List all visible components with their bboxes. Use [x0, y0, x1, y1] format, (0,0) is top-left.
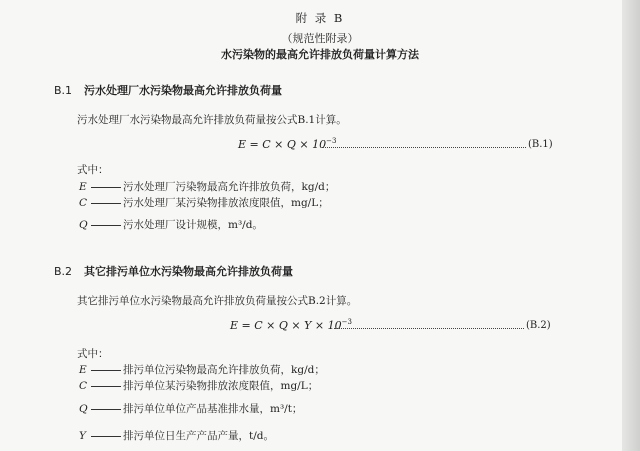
section-b1-title: 污水处理厂水污染物最高允许排放负荷量: [84, 84, 282, 97]
symbol-e: E: [79, 364, 87, 376]
page-edge-shadow: [622, 0, 640, 451]
equation-number-b2: (B.2): [526, 320, 551, 331]
definition-text: 排污单位单位产品基准排水量，m³/t；: [123, 403, 303, 415]
formula-b2: [230, 318, 352, 332]
definition-b2-e: [79, 362, 325, 377]
symbol-c: C: [79, 197, 88, 209]
appendix-title: 附 录 B: [295, 11, 345, 25]
definition-text: 排污单位污染物最高允许排放负荷，kg/d；: [123, 364, 325, 376]
definition-text: 污水处理厂设计规模，m³/d。: [123, 219, 263, 231]
em-dash: [91, 370, 121, 371]
definition-b1-e: [79, 179, 335, 194]
section-b1-number: B.1: [54, 84, 73, 97]
formula-b2-leader-dots: [334, 327, 524, 329]
definition-b1-q: [79, 217, 263, 232]
definition-b2-y: [79, 428, 274, 443]
formula-b2-exponent: −3: [341, 318, 352, 326]
symbol-q: Q: [79, 219, 88, 231]
symbol-y: Y: [79, 430, 86, 442]
definition-b1-c: [79, 195, 329, 210]
em-dash: [91, 225, 121, 226]
symbol-q: Q: [79, 403, 88, 415]
em-dash: [91, 203, 121, 204]
definition-b2-c: [79, 378, 318, 393]
em-dash: [91, 436, 121, 437]
em-dash: [91, 187, 121, 188]
em-dash: [91, 386, 121, 387]
symbol-c: C: [79, 380, 88, 392]
definition-b2-q: [79, 401, 302, 416]
em-dash: [91, 409, 121, 410]
formula-b1-expression: E = C × Q × 10: [238, 138, 327, 151]
formula-b1-exponent: −3: [326, 137, 337, 145]
section-b2-where: 式中：: [77, 348, 109, 360]
appendix-heading: 水污染物的最高允许排放负荷量计算方法: [221, 48, 419, 61]
section-b1-where: 式中：: [77, 164, 109, 176]
section-b1-heading: [54, 82, 282, 98]
definition-text: 污水处理厂某污染物排放浓度限值，mg/L；: [123, 197, 329, 209]
formula-b1: [238, 137, 336, 151]
appendix-subtitle: （规范性附录）: [281, 32, 359, 45]
definition-text: 排污单位日生产产品产量，t/d。: [123, 430, 274, 442]
symbol-e: E: [79, 181, 87, 193]
formula-b1-leader-dots: [322, 146, 526, 148]
formula-b2-expression: E = C × Q × Y × 10: [230, 319, 342, 332]
section-b1-intro: 污水处理厂水污染物最高允许排放负荷量按公式B.1计算。: [77, 114, 347, 126]
equation-number-b1: (B.1): [528, 139, 553, 150]
definition-text: 污水处理厂污染物最高允许排放负荷，kg/d；: [123, 181, 336, 193]
definition-text: 排污单位某污染物排放浓度限值，mg/L；: [123, 380, 319, 392]
section-b2-heading: [54, 263, 293, 279]
section-b2-title: 其它排污单位水污染物最高允许排放负荷量: [84, 265, 293, 278]
section-b2-number: B.2: [54, 265, 73, 278]
section-b2-intro: 其它排污单位水污染物最高允许排放负荷量按公式B.2计算。: [77, 295, 358, 307]
